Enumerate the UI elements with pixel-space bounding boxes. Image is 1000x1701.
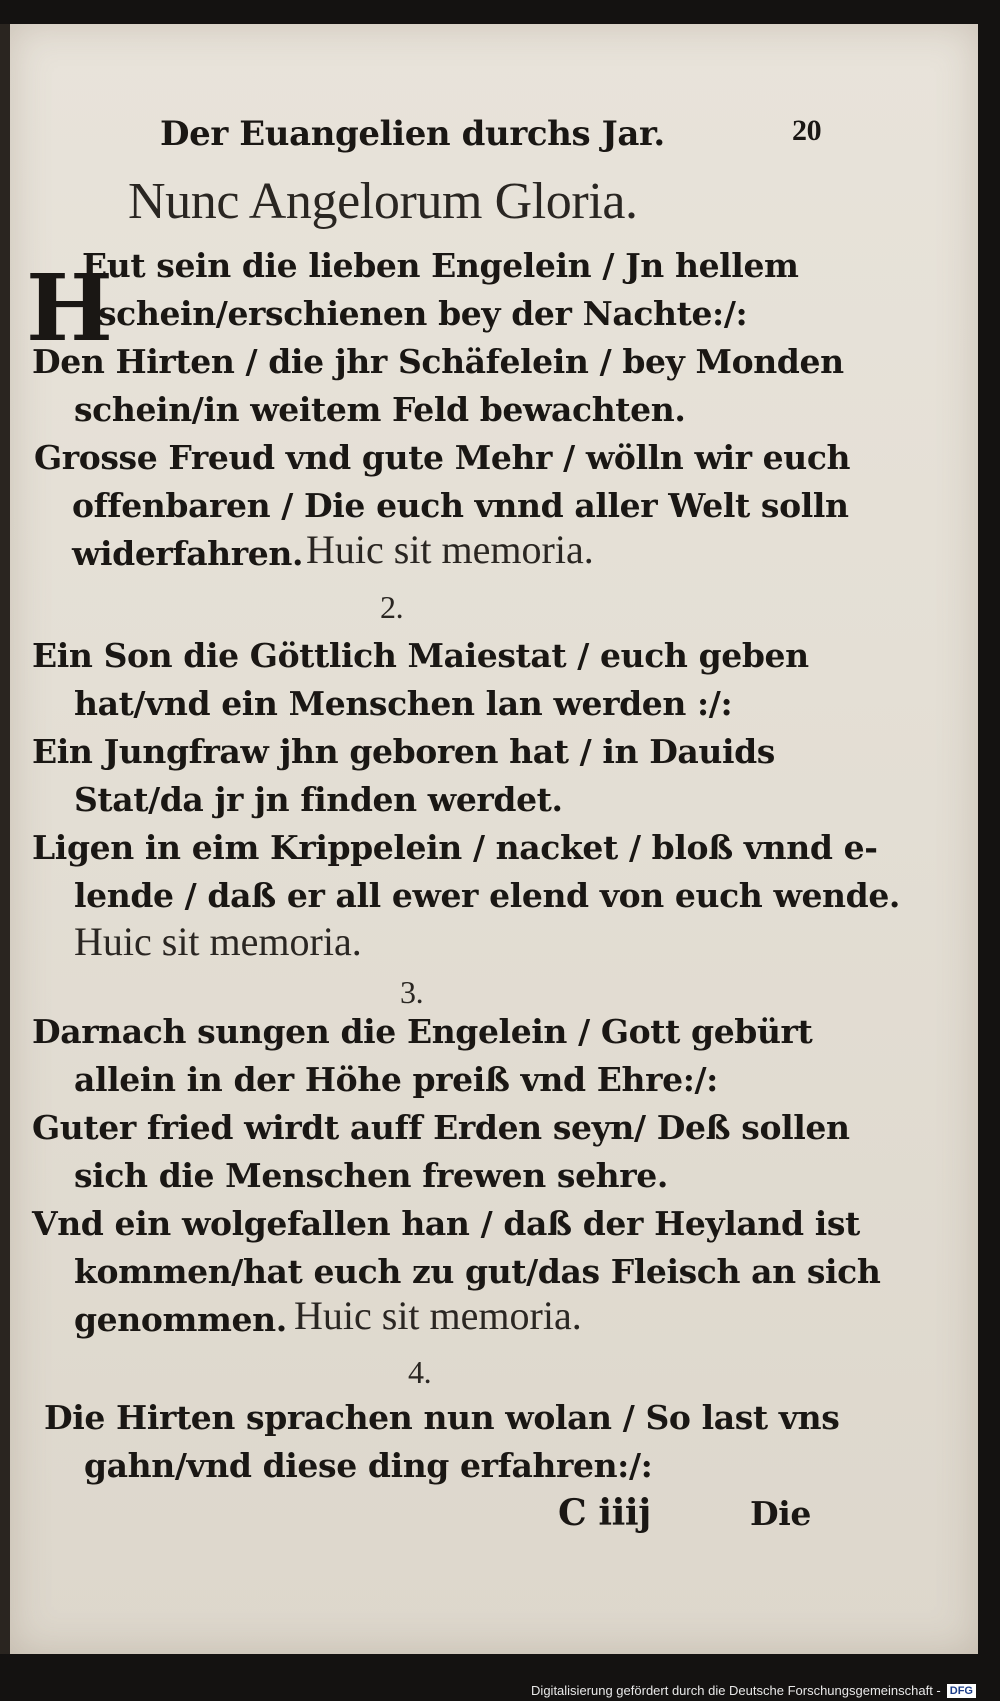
stanza-1-refrain: Huic sit memoria.: [306, 527, 594, 572]
stanza-3-number: 3.: [400, 974, 424, 1010]
stanza-3-line-4: sich die Menschen frewen sehre.: [74, 1156, 668, 1195]
stanza-2-line-6: lende / daß er all ewer elend von euch wende.: [74, 876, 900, 915]
stanza-3-line-5: Vnd ein wolgefallen han / daß der Heyland ist: [32, 1204, 860, 1243]
stanza-1-line-6: offenbaren / Die euch vnnd aller Welt solln: [72, 486, 849, 525]
stanza-2-line-3: Ein Jungfraw jhn geboren hat / in Dauids: [32, 732, 775, 771]
signature-mark: C iiij: [558, 1492, 651, 1534]
stanza-3-line-1: Darnach sungen die Engelein / Gott gebürt: [32, 1012, 813, 1051]
stanza-1-line-4: schein/in weitem Feld bewachten.: [74, 390, 686, 429]
stanza-4-line-2: gahn/vnd diese ding erfahren:/:: [84, 1446, 653, 1485]
stanza-4-line-1: Die Hirten sprachen nun wolan / So last vns: [44, 1398, 840, 1437]
stanza-4-number: 4.: [408, 1354, 432, 1390]
running-title: Der Euangelien durchs Jar.: [160, 114, 665, 154]
stanza-1-line-7: widerfahren.: [72, 534, 304, 573]
stanza-3-line-7: genommen.: [74, 1300, 287, 1339]
stanza-2-line-2: hat/vnd ein Menschen lan werden :/:: [74, 684, 733, 723]
stanza-1-line-5: Grosse Freud vnd gute Mehr / wölln wir euch: [34, 438, 851, 477]
page-number: 20: [792, 114, 822, 147]
stanza-2-line-5: Ligen in eim Krippelein / nacket / bloß vnnd e-: [32, 828, 878, 867]
stanza-3-line-6: kommen/hat euch zu gut/das Fleisch an sich: [74, 1252, 881, 1291]
stanza-3-line-2: allein in der Höhe preiß vnd Ehre:/:: [74, 1060, 718, 1099]
stanza-1-line-3: Den Hirten / die jhr Schäfelein / bey Monden: [32, 342, 844, 381]
stanza-1-line-2: schein/erschienen bey der Nachte:/:: [98, 294, 748, 333]
dfg-logo: DFG: [947, 1684, 976, 1698]
stanza-3-line-3: Guter fried wirdt auff Erden seyn/ Deß sollen: [32, 1108, 850, 1147]
book-binding-edge: [0, 24, 10, 1654]
stanza-2-line-1: Ein Son die Göttlich Maiestat / euch geben: [32, 636, 809, 675]
stanza-1-line-1: Eut sein die lieben Engelein / Jn hellem: [82, 246, 799, 285]
stanza-3-refrain: Huic sit memoria.: [294, 1293, 582, 1338]
stanza-2-line-4: Stat/da jr jn finden werdet.: [74, 780, 563, 819]
stanza-2-number: 2.: [380, 589, 404, 625]
credit-text: Digitalisierung gefördert durch die Deutsche Forschungsgemeinschaft -: [531, 1683, 941, 1698]
book-page: [10, 24, 978, 1654]
stanza-2-refrain: Huic sit memoria.: [74, 919, 362, 964]
catchword: Die: [750, 1494, 811, 1533]
digitization-credit: [531, 1683, 976, 1698]
song-title: Nunc Angelorum Gloria.: [128, 173, 638, 230]
drop-capital: H: [26, 254, 113, 362]
